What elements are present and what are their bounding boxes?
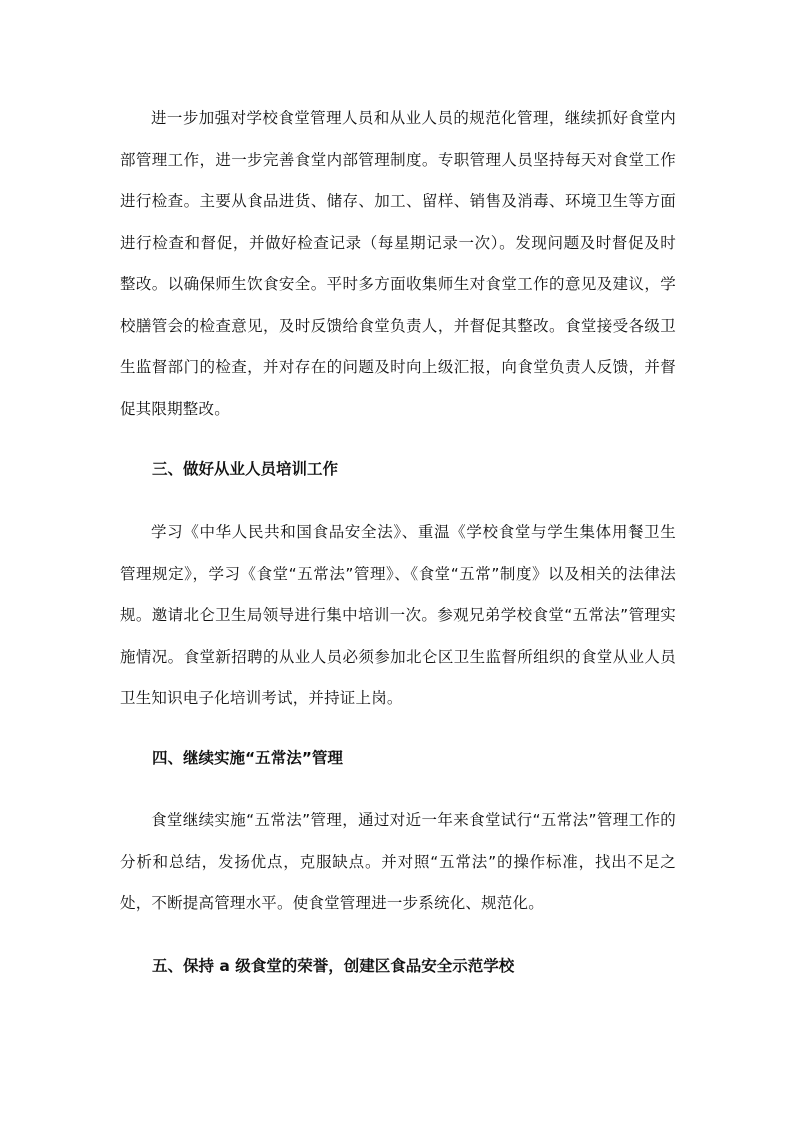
- heading-food-safety-school: 五、保持 a 级食堂的荣誉，创建区食品安全示范学校: [152, 957, 515, 975]
- heading-five-s-management: 四、继续实施“五常法”管理: [152, 749, 343, 767]
- paragraph-five-s-management: 食堂继续实施“五常法”管理，通过对近一年来食堂试行“五常法”管理工作的分析和总结，发扬优点，克服缺点。并对照“五常法”的操作标准，找出不足之处，不断提高管理水平。使食堂管理进一步系统化、规范化。: [120, 811, 676, 912]
- paragraph-staff-training: 学习《中华人民共和国食品安全法》、重温《学校食堂与学生集体用餐卫生管理规定》，学习《食堂“五常法”管理》、《食堂“五常”制度》以及相关的法律法规。邀请北仑卫生局领导进行集中培训一次。参观兄弟学校食堂“五常法”管理实施情况。食堂新招聘的从业人员必须参加北仑区卫生监督所组织的食堂从业人员卫生知识电子化培训考试，并持证上岗。: [120, 523, 676, 707]
- paragraph-canteen-management: 进一步加强对学校食堂管理人员和从业人员的规范化管理，继续抓好食堂内部管理工作，进一步完善食堂内部管理制度。专职管理人员坚持每天对食堂工作进行检查。主要从食品进货、储存、加工、留样、销售及消毒、环境卫生等方面进行检查和督促，并做好检查记录（每星期记录一次）。发现问题及时督促及时整改。以确保师生饮食安全。平时多方面收集师生对食堂工作的意见及建议，学校膳管会的检查意见，及时反馈给食堂负责人，并督促其整改。食堂接受各级卫生监督部门的检查，并对存在的问题及时向上级汇报，向食堂负责人反馈，并督促其限期整改。: [120, 109, 676, 418]
- heading-staff-training: 三、做好从业人员培训工作: [152, 460, 339, 478]
